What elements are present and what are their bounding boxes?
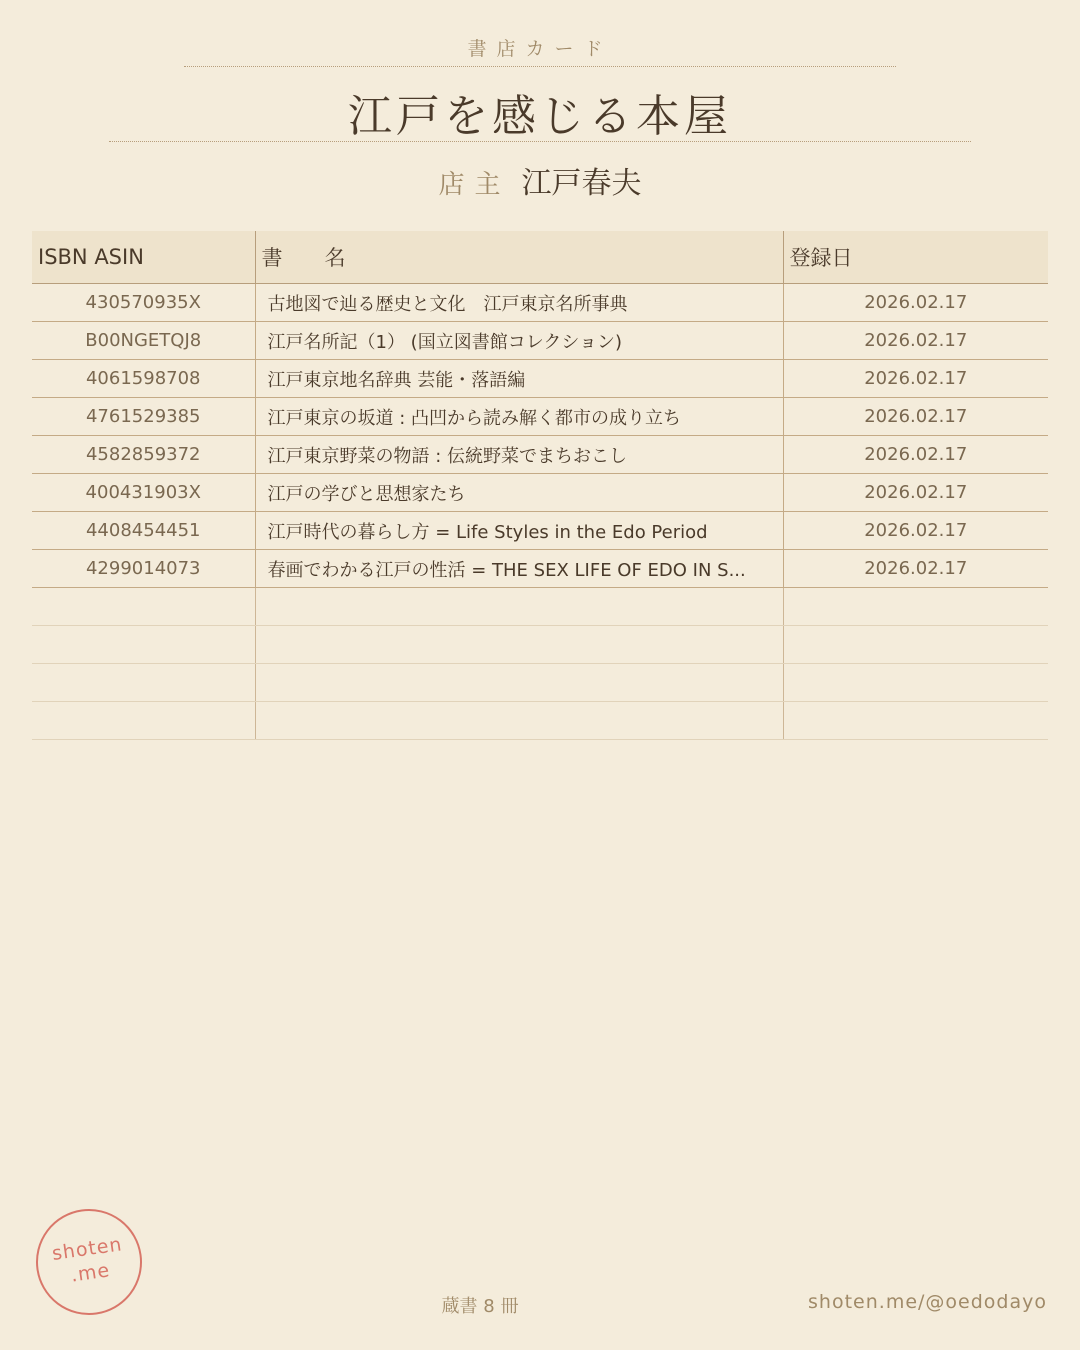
table-row[interactable]: [32, 398, 1048, 436]
profile-url[interactable]: shoten.me/@oedodayo: [808, 1291, 1047, 1313]
title-cell: 江戸東京野菜の物語 : 伝統野菜でまちおこし: [255, 436, 783, 474]
divider-top: [184, 66, 896, 67]
empty-cell: [32, 626, 255, 664]
owner-label: 店主: [438, 170, 511, 200]
empty-cell: [783, 626, 1048, 664]
table-row[interactable]: [32, 436, 1048, 474]
table-row[interactable]: [32, 360, 1048, 398]
title-cell: 江戸名所記（1） (国立図書館コレクション): [255, 322, 783, 360]
empty-cell: [255, 588, 783, 626]
empty-cell: [32, 588, 255, 626]
title-cell: 江戸の学びと思想家たち: [255, 474, 783, 512]
date-cell: 2026.02.17: [783, 474, 1048, 512]
isbn-cell: 430570935X: [32, 284, 255, 322]
date-column-header: 登録日: [783, 231, 1048, 284]
date-cell: 2026.02.17: [783, 284, 1048, 322]
table-row[interactable]: [32, 474, 1048, 512]
title-cell: 江戸東京地名辞典 芸能・落語編: [255, 360, 783, 398]
books-table: [32, 231, 1048, 740]
isbn-cell: 4582859372: [32, 436, 255, 474]
empty-cell: [783, 588, 1048, 626]
isbn-column-header: ISBN ASIN: [32, 231, 255, 284]
shop-name: 江戸を感じる本屋: [348, 91, 732, 142]
shoten-stamp-logo: [29, 1202, 149, 1322]
isbn-cell: 4061598708: [32, 360, 255, 398]
empty-cell: [783, 664, 1048, 702]
table-body: [32, 284, 1048, 740]
empty-cell: [32, 664, 255, 702]
owner-line: [0, 158, 1080, 202]
table-row[interactable]: [32, 512, 1048, 550]
isbn-cell: 4299014073: [32, 550, 255, 588]
divider-middle: [109, 141, 971, 142]
title-cell: 江戸時代の暮らし方 = Life Styles in the Edo Period: [255, 512, 783, 550]
title-cell: 春画でわかる江戸の性活 = THE SEX LIFE OF EDO IN S...: [255, 550, 783, 588]
empty-cell: [783, 702, 1048, 740]
table-row[interactable]: [32, 284, 1048, 322]
table-row[interactable]: [32, 322, 1048, 360]
table-header-row: [32, 231, 1048, 284]
title-cell: 江戸東京の坂道 : 凸凹から読み解く都市の成り立ち: [255, 398, 783, 436]
title-cell: 古地図で辿る歴史と文化 江戸東京名所事典: [255, 284, 783, 322]
empty-row: [32, 702, 1048, 740]
empty-row: [32, 626, 1048, 664]
date-cell: 2026.02.17: [783, 550, 1048, 588]
date-cell: 2026.02.17: [783, 322, 1048, 360]
book-count: 蔵書 8 冊: [441, 1296, 519, 1317]
card-label: 書店カード: [467, 38, 613, 60]
empty-cell: [32, 702, 255, 740]
stamp-line-2: .me: [69, 1259, 112, 1287]
isbn-cell: 4408454451: [32, 512, 255, 550]
isbn-cell: 4761529385: [32, 398, 255, 436]
empty-row: [32, 664, 1048, 702]
stamp-line-1: shoten: [50, 1233, 124, 1265]
title-column-header: 書 名: [255, 231, 783, 284]
isbn-cell: 400431903X: [32, 474, 255, 512]
empty-cell: [255, 664, 783, 702]
table-row[interactable]: [32, 550, 1048, 588]
date-cell: 2026.02.17: [783, 360, 1048, 398]
empty-cell: [255, 702, 783, 740]
date-cell: 2026.02.17: [783, 398, 1048, 436]
date-cell: 2026.02.17: [783, 436, 1048, 474]
empty-row: [32, 588, 1048, 626]
isbn-cell: B00NGETQJ8: [32, 322, 255, 360]
date-cell: 2026.02.17: [783, 512, 1048, 550]
empty-cell: [255, 626, 783, 664]
owner-name: 江戸春夫: [521, 166, 642, 201]
